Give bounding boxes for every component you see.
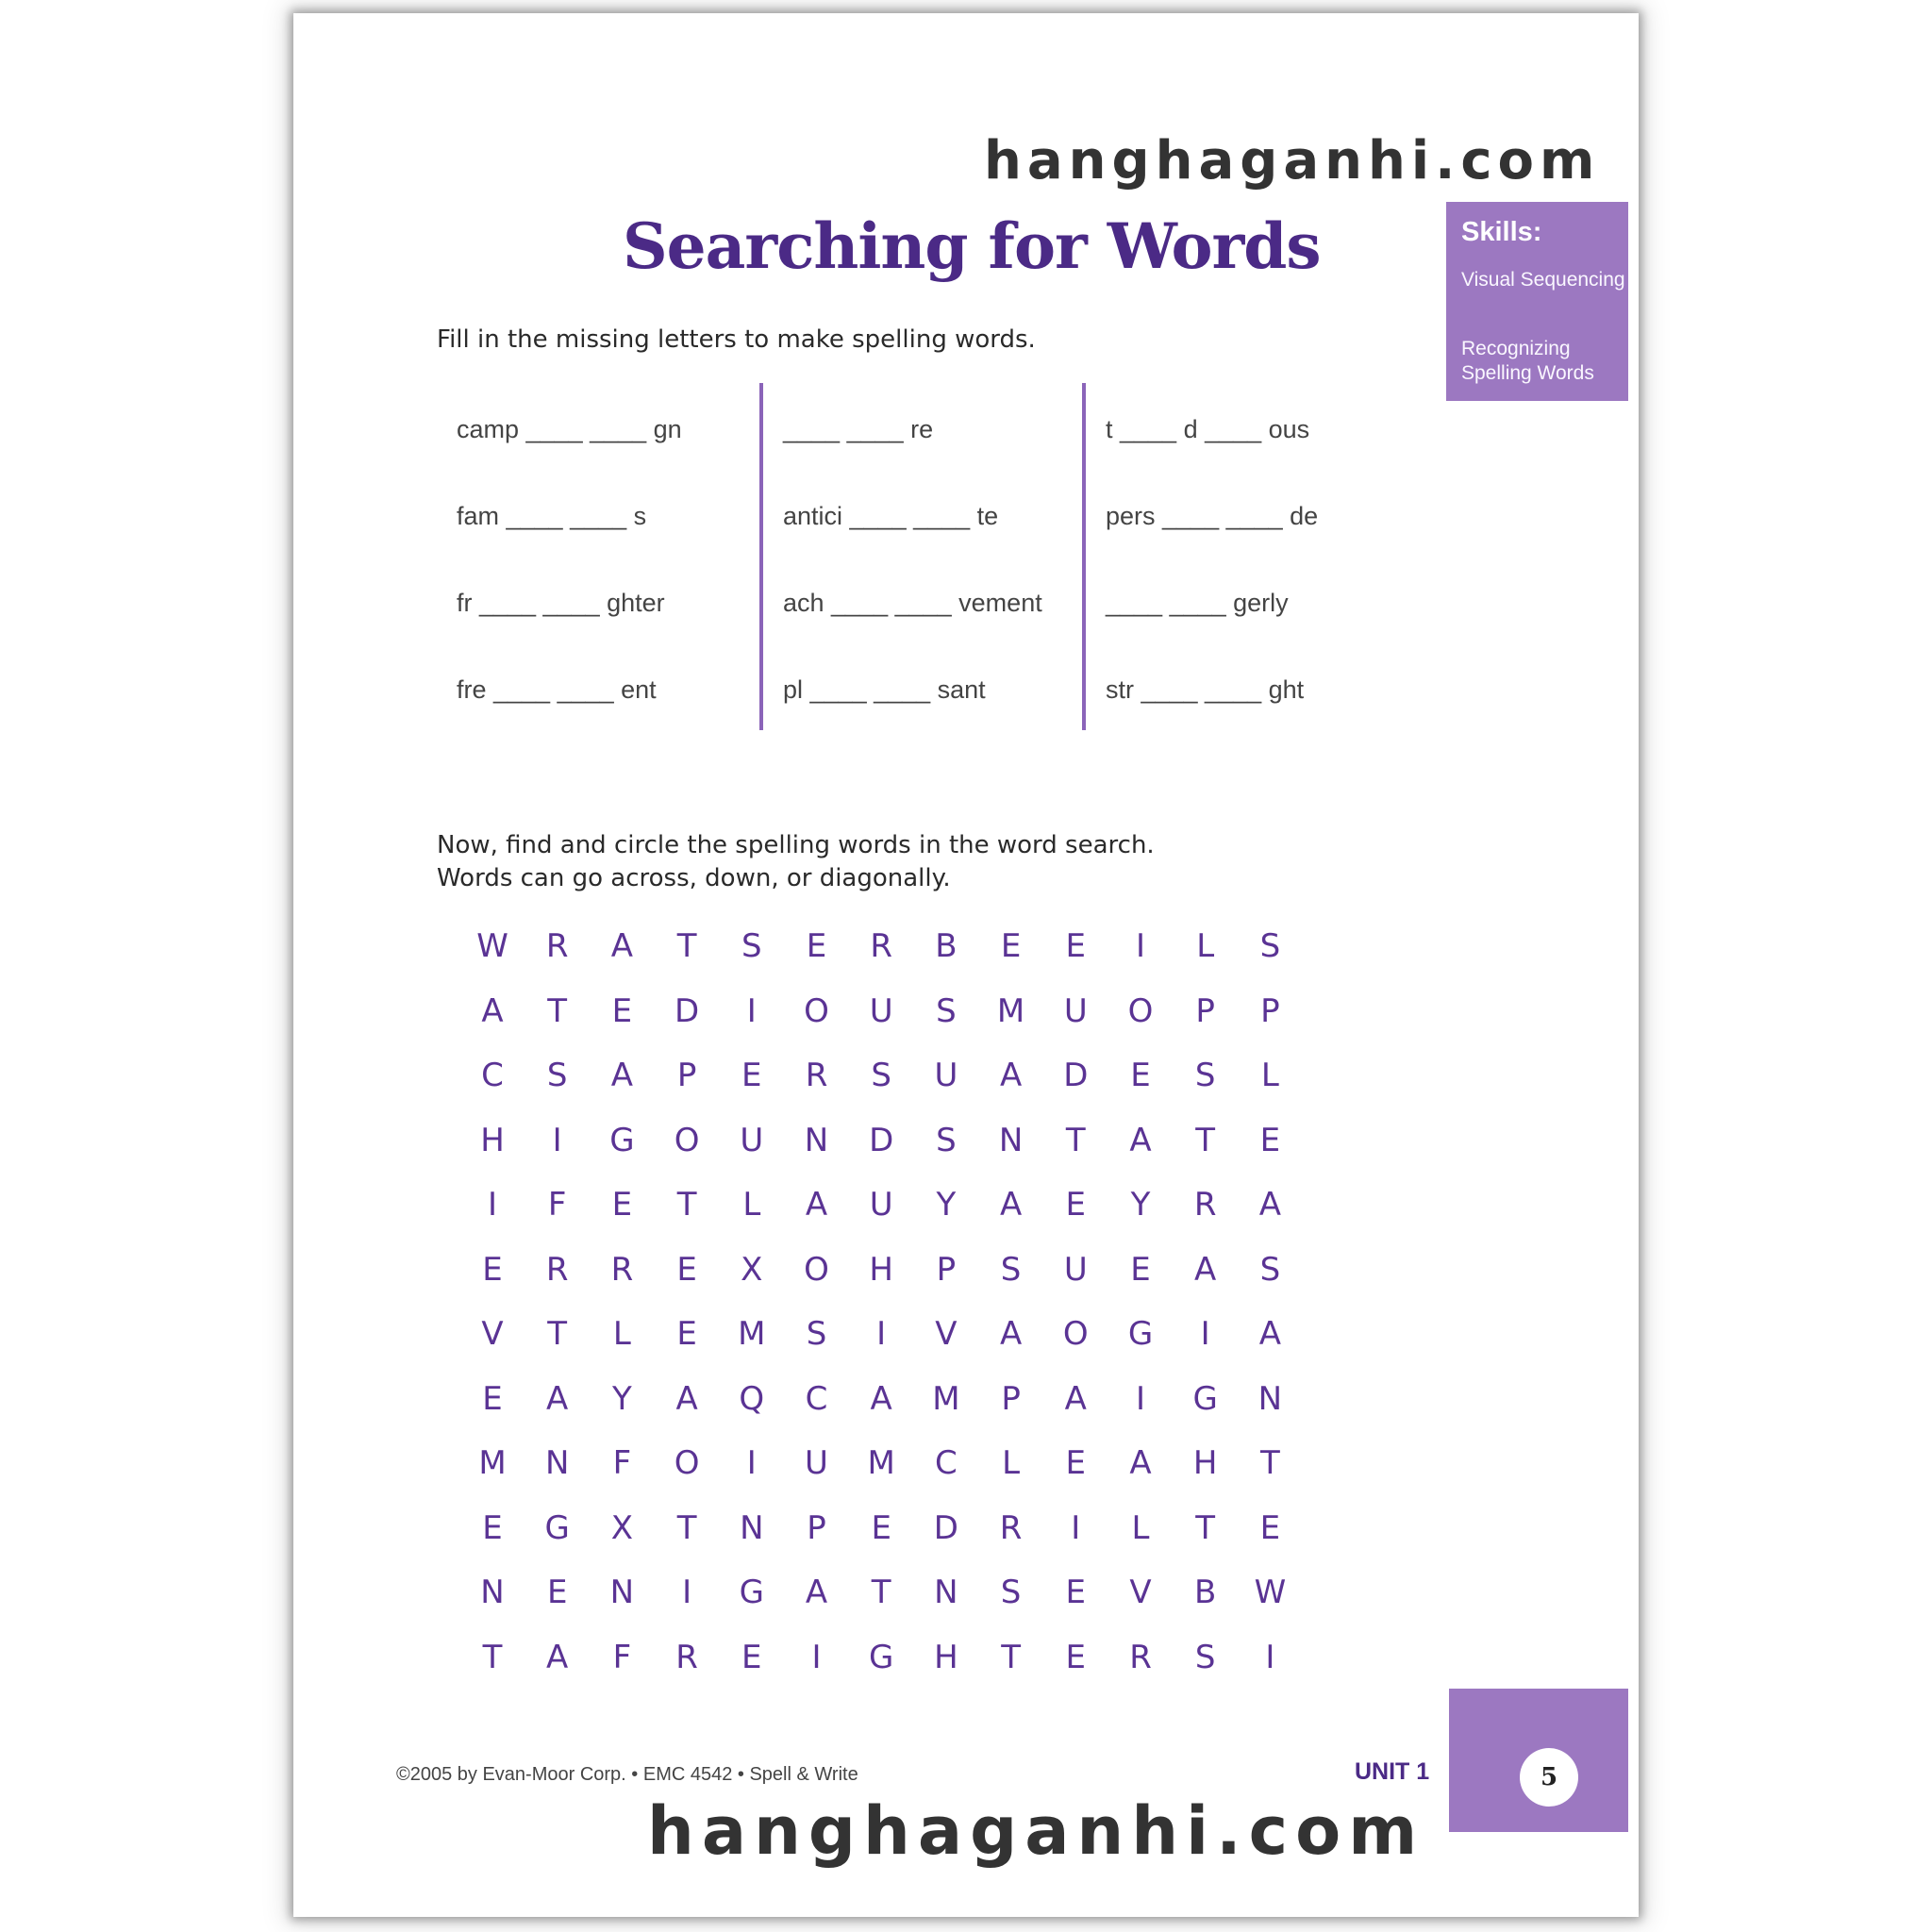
grid-letter[interactable]: E: [1065, 1574, 1087, 1611]
grid-letter[interactable]: H: [1192, 1444, 1218, 1482]
grid-letter[interactable]: O: [1062, 1315, 1089, 1353]
grid-letter[interactable]: R: [545, 1250, 569, 1289]
grid-letter[interactable]: E: [1065, 1638, 1087, 1676]
grid-letter[interactable]: N: [740, 1508, 764, 1547]
grid-letter[interactable]: E: [1259, 1508, 1281, 1547]
instruction-line-2: Words can go across, down, or diagonally.: [437, 864, 951, 892]
grid-letter[interactable]: A: [999, 1315, 1023, 1353]
grid-letter[interactable]: U: [869, 991, 893, 1030]
grid-letter[interactable]: S: [546, 1057, 568, 1094]
grid-letter[interactable]: E: [1065, 1186, 1087, 1224]
grid-letter[interactable]: B: [935, 927, 958, 965]
grid-letter[interactable]: T: [871, 1574, 891, 1611]
grid-letter[interactable]: X: [610, 1508, 634, 1547]
grid-letter[interactable]: N: [1257, 1379, 1283, 1418]
instruction-line-1: Now, find and circle the spelling words in the word search.: [437, 831, 1155, 859]
grid-letter[interactable]: A: [870, 1379, 892, 1418]
grid-letter[interactable]: R: [999, 1508, 1023, 1547]
grid-letter[interactable]: R: [1129, 1638, 1152, 1676]
fill-item: fam ____ ____ s: [457, 502, 647, 530]
skills-box: [1446, 202, 1628, 401]
grid-letter[interactable]: T: [676, 927, 697, 965]
grid-letter[interactable]: I: [876, 1315, 887, 1353]
grid-letter[interactable]: C: [935, 1444, 958, 1482]
grid-letter[interactable]: R: [675, 1638, 698, 1676]
grid-letter[interactable]: U: [1063, 1250, 1088, 1289]
grid-letter[interactable]: Y: [936, 1186, 957, 1224]
grid-letter[interactable]: V: [481, 1315, 504, 1353]
fill-item: str ____ ____ ght: [1106, 675, 1305, 704]
skill-item-recognizing-spelling-words: Recognizing Spelling Words: [1461, 338, 1594, 384]
grid-letter[interactable]: W: [476, 927, 508, 965]
grid-letter[interactable]: U: [869, 1186, 893, 1224]
page-title: Searching for Words: [623, 209, 1321, 283]
grid-letter[interactable]: C: [805, 1379, 828, 1418]
grid-letter[interactable]: T: [547, 991, 568, 1030]
grid-letter[interactable]: G: [1127, 1315, 1154, 1353]
grid-letter[interactable]: S: [936, 991, 957, 1030]
grid-letter[interactable]: P: [1260, 991, 1280, 1030]
grid-letter[interactable]: A: [610, 927, 634, 965]
fill-item: antici ____ ____ te: [783, 502, 999, 530]
grid-letter[interactable]: E: [546, 1574, 568, 1611]
grid-letter[interactable]: A: [1129, 1121, 1152, 1159]
grid-letter[interactable]: D: [933, 1508, 958, 1547]
page-number: 5: [1520, 1748, 1578, 1807]
grid-letter[interactable]: R: [870, 927, 892, 965]
fill-item: ____ ____ gerly: [1106, 589, 1289, 617]
grid-letter[interactable]: A: [999, 1186, 1023, 1224]
grid-letter[interactable]: T: [676, 1508, 697, 1547]
grid-letter[interactable]: A: [610, 1057, 634, 1094]
fill-item: camp ____ ____ gn: [457, 415, 682, 443]
grid-letter[interactable]: A: [1194, 1250, 1217, 1289]
unit-label: UNIT 1: [1355, 1758, 1430, 1785]
column-divider: [1082, 383, 1086, 730]
grid-letter[interactable]: A: [1258, 1186, 1282, 1224]
grid-letter[interactable]: T: [1260, 1444, 1280, 1482]
grid-letter[interactable]: O: [674, 1121, 700, 1159]
fill-item: pl ____ ____ sant: [783, 675, 986, 704]
grid-letter[interactable]: L: [1260, 1057, 1279, 1094]
grid-letter[interactable]: E: [806, 927, 827, 965]
grid-letter[interactable]: E: [1065, 1444, 1087, 1482]
grid-letter[interactable]: V: [1129, 1574, 1152, 1611]
grid-letter[interactable]: F: [612, 1444, 632, 1482]
grid-letter[interactable]: E: [482, 1508, 503, 1547]
grid-letter[interactable]: L: [1002, 1444, 1021, 1482]
grid-letter[interactable]: T: [1065, 1121, 1086, 1159]
grid-letter[interactable]: I: [746, 1444, 757, 1482]
skill-item-visual-sequencing: Visual Sequencing: [1461, 269, 1625, 291]
grid-letter[interactable]: H: [934, 1638, 958, 1676]
grid-letter[interactable]: G: [739, 1574, 764, 1611]
grid-letter[interactable]: T: [482, 1638, 503, 1676]
grid-letter[interactable]: E: [1000, 927, 1022, 965]
grid-letter[interactable]: R: [805, 1057, 828, 1094]
grid-letter[interactable]: B: [1194, 1574, 1217, 1611]
grid-letter[interactable]: A: [546, 1638, 569, 1676]
grid-letter[interactable]: A: [805, 1186, 828, 1224]
grid-letter[interactable]: I: [1135, 927, 1146, 965]
grid-letter[interactable]: S: [1259, 1250, 1281, 1289]
grid-letter[interactable]: O: [1127, 991, 1154, 1030]
fill-item: fre ____ ____ ent: [457, 675, 657, 704]
grid-letter[interactable]: Y: [612, 1379, 632, 1418]
grid-letter[interactable]: C: [481, 1057, 504, 1094]
grid-letter[interactable]: A: [999, 1057, 1023, 1094]
grid-letter[interactable]: M: [867, 1444, 895, 1482]
grid-letter[interactable]: P: [1001, 1379, 1021, 1418]
grid-letter[interactable]: A: [675, 1379, 698, 1418]
watermark-bottom: hanghaganhi.com: [647, 1792, 1425, 1870]
grid-letter[interactable]: I: [682, 1574, 692, 1611]
grid-letter[interactable]: S: [936, 1121, 957, 1159]
grid-letter[interactable]: M: [932, 1379, 960, 1418]
grid-letter[interactable]: N: [804, 1121, 829, 1159]
grid-letter[interactable]: S: [741, 927, 762, 965]
grid-letter[interactable]: A: [805, 1574, 828, 1611]
grid-letter[interactable]: A: [546, 1379, 569, 1418]
grid-letter[interactable]: E: [741, 1638, 762, 1676]
grid-letter[interactable]: O: [804, 1250, 829, 1289]
grid-letter[interactable]: P: [936, 1250, 957, 1289]
grid-letter[interactable]: T: [1001, 1638, 1021, 1676]
grid-letter[interactable]: I: [811, 1638, 822, 1676]
grid-letter[interactable]: I: [1071, 1508, 1081, 1547]
grid-letter[interactable]: F: [547, 1186, 567, 1224]
grid-letter[interactable]: S: [1194, 1638, 1216, 1676]
grid-letter[interactable]: S: [806, 1315, 827, 1353]
copyright-footer: ©2005 by Evan-Moor Corp. • EMC 4542 • Spell & Write: [396, 1764, 858, 1785]
grid-letter[interactable]: Y: [1130, 1186, 1151, 1224]
grid-letter[interactable]: R: [1193, 1186, 1217, 1224]
fill-item: ____ ____ re: [783, 415, 934, 443]
grid-letter[interactable]: P: [807, 1508, 826, 1547]
grid-letter[interactable]: I: [746, 991, 757, 1030]
grid-letter[interactable]: S: [1000, 1250, 1022, 1289]
grid-letter[interactable]: E: [482, 1250, 503, 1289]
grid-letter[interactable]: A: [1129, 1444, 1152, 1482]
fill-item: ach ____ ____ vement: [783, 589, 1042, 617]
grid-letter[interactable]: E: [676, 1250, 697, 1289]
grid-letter[interactable]: N: [544, 1444, 570, 1482]
grid-letter[interactable]: E: [871, 1508, 891, 1547]
grid-letter[interactable]: V: [935, 1315, 958, 1353]
grid-letter[interactable]: D: [869, 1121, 894, 1159]
fill-item: fr ____ ____ ghter: [457, 589, 665, 617]
grid-letter[interactable]: E: [1130, 1057, 1151, 1094]
grid-letter[interactable]: L: [1196, 927, 1215, 965]
grid-letter[interactable]: I: [1135, 1379, 1146, 1418]
grid-letter[interactable]: T: [547, 1315, 568, 1353]
watermark-top: hanghaganhi.com: [984, 130, 1601, 192]
grid-letter[interactable]: D: [1063, 1057, 1089, 1094]
grid-letter[interactable]: E: [1130, 1250, 1151, 1289]
grid-letter[interactable]: E: [1259, 1121, 1281, 1159]
grid-letter[interactable]: R: [545, 927, 569, 965]
grid-letter[interactable]: A: [1064, 1379, 1087, 1418]
grid-letter[interactable]: U: [805, 1444, 828, 1482]
grid-letter[interactable]: I: [487, 1186, 498, 1224]
grid-letter[interactable]: I: [552, 1121, 562, 1159]
grid-letter[interactable]: N: [609, 1574, 635, 1611]
grid-letter[interactable]: M: [996, 991, 1025, 1030]
grid-letter[interactable]: U: [740, 1121, 764, 1159]
grid-letter[interactable]: N: [480, 1574, 505, 1611]
fill-item: pers ____ ____ de: [1106, 502, 1319, 530]
grid-letter[interactable]: X: [741, 1250, 763, 1289]
grid-letter[interactable]: T: [1195, 1508, 1216, 1547]
grid-letter[interactable]: L: [612, 1315, 631, 1353]
grid-letter[interactable]: A: [1258, 1315, 1282, 1353]
grid-letter[interactable]: I: [1200, 1315, 1210, 1353]
grid-letter[interactable]: P: [1195, 991, 1215, 1030]
grid-letter[interactable]: N: [998, 1121, 1024, 1159]
word-search-instructions: [437, 829, 1155, 895]
grid-letter[interactable]: N: [934, 1574, 958, 1611]
grid-letter[interactable]: E: [482, 1379, 503, 1418]
grid-letter[interactable]: A: [481, 991, 504, 1030]
grid-letter[interactable]: E: [611, 991, 633, 1030]
grid-letter[interactable]: T: [676, 1186, 697, 1224]
grid-letter[interactable]: G: [609, 1121, 635, 1159]
grid-letter[interactable]: P: [676, 1057, 697, 1094]
grid-letter[interactable]: S: [1194, 1057, 1216, 1094]
grid-letter[interactable]: M: [738, 1315, 766, 1353]
grid-letter[interactable]: E: [676, 1315, 697, 1353]
fill-item: t ____ d ____ ous: [1106, 415, 1310, 443]
grid-letter[interactable]: S: [1259, 927, 1281, 965]
skills-heading: Skills:: [1461, 217, 1542, 247]
grid-letter[interactable]: D: [675, 991, 700, 1030]
grid-letter[interactable]: O: [804, 991, 829, 1030]
grid-letter[interactable]: U: [934, 1057, 958, 1094]
grid-letter[interactable]: L: [1131, 1508, 1150, 1547]
grid-letter[interactable]: S: [1000, 1574, 1022, 1611]
grid-letter[interactable]: S: [871, 1057, 891, 1094]
grid-letter[interactable]: H: [480, 1121, 505, 1159]
grid-letter[interactable]: H: [869, 1250, 893, 1289]
grid-letter[interactable]: Q: [739, 1379, 765, 1418]
grid-letter[interactable]: M: [478, 1444, 507, 1482]
grid-letter[interactable]: E: [741, 1057, 762, 1094]
grid-letter[interactable]: G: [869, 1638, 894, 1676]
grid-letter[interactable]: R: [610, 1250, 634, 1289]
grid-letter[interactable]: I: [1265, 1638, 1275, 1676]
worksheet-page: [293, 13, 1639, 1917]
grid-letter[interactable]: L: [742, 1186, 761, 1224]
grid-letter[interactable]: T: [1195, 1121, 1216, 1159]
grid-letter[interactable]: G: [544, 1508, 570, 1547]
grid-letter[interactable]: G: [1192, 1379, 1218, 1418]
grid-letter[interactable]: E: [611, 1186, 633, 1224]
grid-letter[interactable]: W: [1254, 1574, 1287, 1611]
grid-letter[interactable]: F: [612, 1638, 632, 1676]
column-divider: [759, 383, 763, 730]
fill-instructions: Fill in the missing letters to make spelling words.: [437, 325, 1036, 354]
grid-letter[interactable]: U: [1063, 991, 1088, 1030]
grid-letter[interactable]: E: [1065, 927, 1087, 965]
grid-letter[interactable]: O: [674, 1444, 700, 1482]
